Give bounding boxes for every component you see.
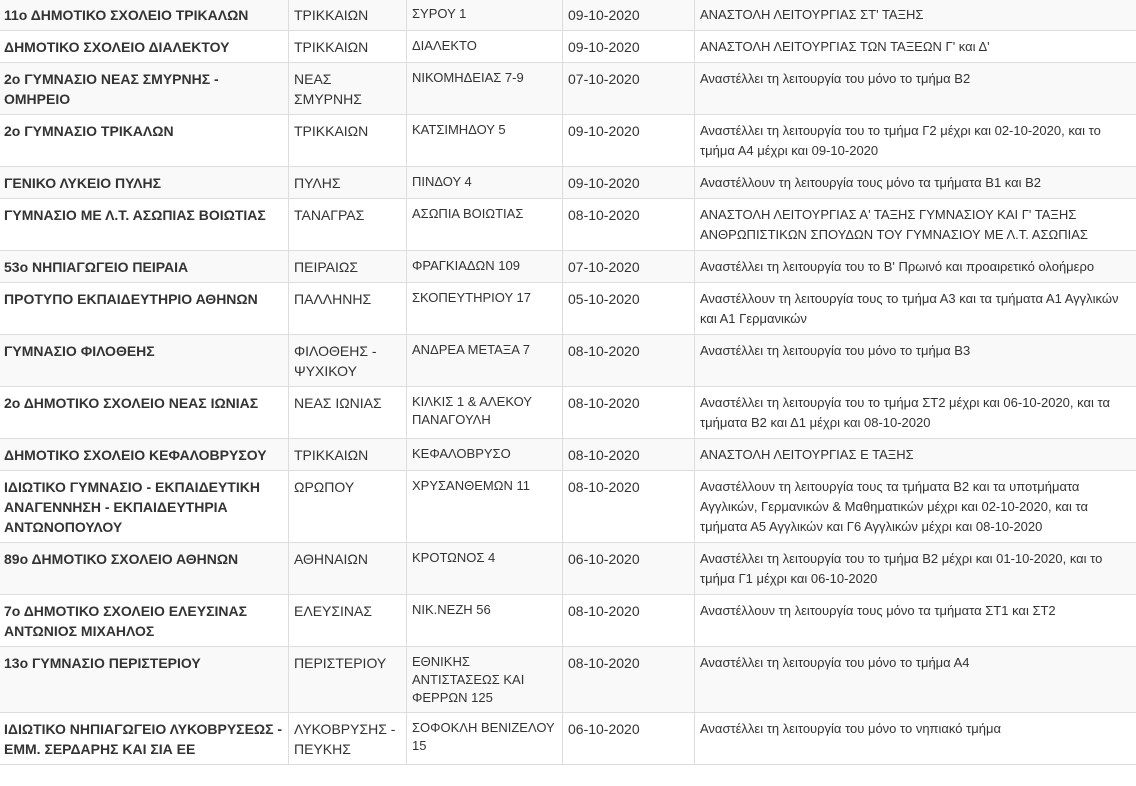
suspension-note-cell: Αναστέλλει τη λειτουργία του μόνο το τμήμα Β2 bbox=[695, 63, 1136, 115]
date-cell: 08-10-2020 bbox=[563, 335, 695, 387]
address-cell: ΑΝΔΡΕΑ ΜΕΤΑΞΑ 7 bbox=[407, 335, 563, 387]
municipality-cell: ΤΡΙΚΚΑΙΩΝ bbox=[289, 31, 407, 63]
date-cell: 06-10-2020 bbox=[563, 713, 695, 765]
school-name-cell: ΓΥΜΝΑΣΙΟ ΦΙΛΟΘΕΗΣ bbox=[0, 335, 289, 387]
suspension-note-cell: Αναστέλλει τη λειτουργία του μόνο το τμήμα Α4 bbox=[695, 647, 1136, 713]
municipality-cell: ΝΕΑΣ ΙΩΝΙΑΣ bbox=[289, 387, 407, 439]
address-cell: ΦΡΑΓΚΙΑΔΩΝ 109 bbox=[407, 251, 563, 283]
suspension-note-cell: ΑΝΑΣΤΟΛΗ ΛΕΙΤΟΥΡΓΙΑΣ Α' ΤΑΞΗΣ ΓΥΜΝΑΣΙΟΥ ΚΑΙ Γ' ΤΑΞΗΣ ΑΝΘΡΩΠΙΣΤΙΚΩΝ ΣΠΟΥΔΩΝ ΤΟΥ ΓΥΜΝΑΣΙΟΥ ΜΕ Λ.Τ. ΑΣΩΠΙΑΣ bbox=[695, 199, 1136, 251]
municipality-cell: ΠΑΛΛΗΝΗΣ bbox=[289, 283, 407, 335]
date-cell: 08-10-2020 bbox=[563, 439, 695, 471]
municipality-cell: ΤΑΝΑΓΡΑΣ bbox=[289, 199, 407, 251]
school-name-cell: ΔΗΜΟΤΙΚΟ ΣΧΟΛΕΙΟ ΔΙΑΛΕΚΤΟΥ bbox=[0, 31, 289, 63]
suspension-note-cell: Αναστέλλει τη λειτουργία του μόνο το τμήμα Β3 bbox=[695, 335, 1136, 387]
school-name-cell: 11ο ΔΗΜΟΤΙΚΟ ΣΧΟΛΕΙΟ ΤΡΙΚΑΛΩΝ bbox=[0, 0, 289, 31]
address-cell: ΝΙΚ.ΝΕΖΗ 56 bbox=[407, 595, 563, 647]
date-cell: 09-10-2020 bbox=[563, 115, 695, 167]
municipality-cell: ΤΡΙΚΚΑΙΩΝ bbox=[289, 439, 407, 471]
suspension-note-cell: ΑΝΑΣΤΟΛΗ ΛΕΙΤΟΥΡΓΙΑΣ ΤΩΝ ΤΑΞΕΩΝ Γ' και Δ' bbox=[695, 31, 1136, 63]
address-cell: ΑΣΩΠΙΑ ΒΟΙΩΤΙΑΣ bbox=[407, 199, 563, 251]
address-cell: ΧΡΥΣΑΝΘΕΜΩΝ 11 bbox=[407, 471, 563, 543]
date-cell: 08-10-2020 bbox=[563, 387, 695, 439]
table-row bbox=[0, 115, 1136, 167]
suspension-note-cell: Αναστέλλουν τη λειτουργία τους μόνο τα τμήματα Β1 και Β2 bbox=[695, 167, 1136, 199]
municipality-cell: ΠΕΙΡΑΙΩΣ bbox=[289, 251, 407, 283]
school-name-cell: 2ο ΔΗΜΟΤΙΚΟ ΣΧΟΛΕΙΟ ΝΕΑΣ ΙΩΝΙΑΣ bbox=[0, 387, 289, 439]
municipality-cell: ΩΡΩΠΟΥ bbox=[289, 471, 407, 543]
table-row bbox=[0, 0, 1136, 31]
school-name-cell: ΔΗΜΟΤΙΚΟ ΣΧΟΛΕΙΟ ΚΕΦΑΛΟΒΡΥΣΟΥ bbox=[0, 439, 289, 471]
address-cell: ΔΙΑΛΕΚΤΟ bbox=[407, 31, 563, 63]
municipality-cell: ΦΙΛΟΘΕΗΣ - ΨΥΧΙΚΟΥ bbox=[289, 335, 407, 387]
address-cell: ΣΥΡΟΥ 1 bbox=[407, 0, 563, 31]
school-name-cell: 2ο ΓΥΜΝΑΣΙΟ ΤΡΙΚΑΛΩΝ bbox=[0, 115, 289, 167]
school-name-cell: ΙΔΙΩΤΙΚΟ ΓΥΜΝΑΣΙΟ - ΕΚΠΑΙΔΕΥΤΙΚΗ ΑΝΑΓΕΝΝΗΣΗ - ΕΚΠΑΙΔΕΥΤΗΡΙΑ ΑΝΤΩΝΟΠΟΥΛΟΥ bbox=[0, 471, 289, 543]
table-row bbox=[0, 199, 1136, 251]
address-cell: ΚΕΦΑΛΟΒΡΥΣΟ bbox=[407, 439, 563, 471]
address-cell: ΣΟΦΟΚΛΗ ΒΕΝΙΖΕΛΟΥ 15 bbox=[407, 713, 563, 765]
table-row bbox=[0, 31, 1136, 63]
address-cell: ΚΡΟΤΩΝΟΣ 4 bbox=[407, 543, 563, 595]
table-row bbox=[0, 335, 1136, 387]
school-name-cell: 89ο ΔΗΜΟΤΙΚΟ ΣΧΟΛΕΙΟ ΑΘΗΝΩΝ bbox=[0, 543, 289, 595]
table-row bbox=[0, 471, 1136, 543]
address-cell: ΕΘΝΙΚΗΣ ΑΝΤΙΣΤΑΣΕΩΣ ΚΑΙ ΦΕΡΡΩΝ 125 bbox=[407, 647, 563, 713]
address-cell: ΠΙΝΔΟΥ 4 bbox=[407, 167, 563, 199]
suspension-note-cell: Αναστέλλει τη λειτουργία του το τμήμα ΣΤ2 μέχρι και 06-10-2020, και τα τμήματα Β2 και Δ1 μέχρι και 08-10-2020 bbox=[695, 387, 1136, 439]
school-name-cell: ΠΡΟΤΥΠΟ ΕΚΠΑΙΔΕΥΤΗΡΙΟ ΑΘΗΝΩΝ bbox=[0, 283, 289, 335]
table-row bbox=[0, 283, 1136, 335]
suspension-note-cell: Αναστέλλουν τη λειτουργία τους τα τμήματα Β2 και τα υποτμήματα Αγγλικών, Γερμανικών & Μαθηματικών μέχρι και 02-10-2020, και τα τμήματα Α5 Αγγλικών και Γ6 Αγγλικών μέχρι και 08-10-2020 bbox=[695, 471, 1136, 543]
municipality-cell: ΠΕΡΙΣΤΕΡΙΟΥ bbox=[289, 647, 407, 713]
table-row bbox=[0, 595, 1136, 647]
suspension-note-cell: Αναστέλλουν τη λειτουργία τους μόνο τα τμήματα ΣΤ1 και ΣΤ2 bbox=[695, 595, 1136, 647]
school-name-cell: 7ο ΔΗΜΟΤΙΚΟ ΣΧΟΛΕΙΟ ΕΛΕΥΣΙΝΑΣ ΑΝΤΩΝΙΟΣ ΜΙΧΑΗΛΟΣ bbox=[0, 595, 289, 647]
table-row bbox=[0, 713, 1136, 765]
table-row bbox=[0, 647, 1136, 713]
municipality-cell: ΕΛΕΥΣΙΝΑΣ bbox=[289, 595, 407, 647]
school-name-cell: 13ο ΓΥΜΝΑΣΙΟ ΠΕΡΙΣΤΕΡΙΟΥ bbox=[0, 647, 289, 713]
table-row bbox=[0, 167, 1136, 199]
suspension-note-cell: Αναστέλλουν τη λειτουργία τους το τμήμα Α3 και τα τμήματα Α1 Αγγλικών και Α1 Γερμανικών bbox=[695, 283, 1136, 335]
date-cell: 06-10-2020 bbox=[563, 543, 695, 595]
school-name-cell: 2ο ΓΥΜΝΑΣΙΟ ΝΕΑΣ ΣΜΥΡΝΗΣ - ΟΜΗΡΕΙΟ bbox=[0, 63, 289, 115]
date-cell: 08-10-2020 bbox=[563, 199, 695, 251]
date-cell: 08-10-2020 bbox=[563, 471, 695, 543]
table-row bbox=[0, 439, 1136, 471]
suspension-note-cell: Αναστέλλει τη λειτουργία του μόνο το νηπιακό τμήμα bbox=[695, 713, 1136, 765]
date-cell: 09-10-2020 bbox=[563, 0, 695, 31]
suspension-note-cell: Αναστέλλει τη λειτουργία του το Β' Πρωινό και προαιρετικό ολοήμερο bbox=[695, 251, 1136, 283]
suspension-note-cell: Αναστέλλει τη λειτουργία του το τμήμα Γ2 μέχρι και 02-10-2020, και το τμήμα Α4 μέχρι και 09-10-2020 bbox=[695, 115, 1136, 167]
suspension-note-cell: ΑΝΑΣΤΟΛΗ ΛΕΙΤΟΥΡΓΙΑΣ ΣΤ' ΤΑΞΗΣ bbox=[695, 0, 1136, 31]
suspension-note-cell: ΑΝΑΣΤΟΛΗ ΛΕΙΤΟΥΡΓΙΑΣ Ε ΤΑΞΗΣ bbox=[695, 439, 1136, 471]
school-name-cell: ΓΥΜΝΑΣΙΟ ΜΕ Λ.Τ. ΑΣΩΠΙΑΣ ΒΟΙΩΤΙΑΣ bbox=[0, 199, 289, 251]
date-cell: 09-10-2020 bbox=[563, 167, 695, 199]
date-cell: 07-10-2020 bbox=[563, 63, 695, 115]
address-cell: ΚΙΛΚΙΣ 1 & ΑΛΕΚΟΥ ΠΑΝΑΓΟΥΛΗ bbox=[407, 387, 563, 439]
municipality-cell: ΝΕΑΣ ΣΜΥΡΝΗΣ bbox=[289, 63, 407, 115]
municipality-cell: ΑΘΗΝΑΙΩΝ bbox=[289, 543, 407, 595]
municipality-cell: ΤΡΙΚΚΑΙΩΝ bbox=[289, 115, 407, 167]
municipality-cell: ΛΥΚΟΒΡΥΣΗΣ - ΠΕΥΚΗΣ bbox=[289, 713, 407, 765]
municipality-cell: ΠΥΛΗΣ bbox=[289, 167, 407, 199]
date-cell: 07-10-2020 bbox=[563, 251, 695, 283]
address-cell: ΣΚΟΠΕΥΤΗΡΙΟΥ 17 bbox=[407, 283, 563, 335]
address-cell: ΝΙΚΟΜΗΔΕΙΑΣ 7-9 bbox=[407, 63, 563, 115]
school-name-cell: ΙΔΙΩΤΙΚΟ ΝΗΠΙΑΓΩΓΕΙΟ ΛΥΚΟΒΡΥΣΕΩΣ - ΕΜΜ. ΣΕΡΔΑΡΗΣ ΚΑΙ ΣΙΑ ΕΕ bbox=[0, 713, 289, 765]
table-row bbox=[0, 543, 1136, 595]
date-cell: 09-10-2020 bbox=[563, 31, 695, 63]
table-row bbox=[0, 63, 1136, 115]
table-row bbox=[0, 251, 1136, 283]
school-name-cell: 53ο ΝΗΠΙΑΓΩΓΕΙΟ ΠΕΙΡΑΙΑ bbox=[0, 251, 289, 283]
table-row bbox=[0, 387, 1136, 439]
suspension-note-cell: Αναστέλλει τη λειτουργία του το τμήμα Β2 μέχρι και 01-10-2020, και το τμήμα Γ1 μέχρι και 06-10-2020 bbox=[695, 543, 1136, 595]
date-cell: 08-10-2020 bbox=[563, 647, 695, 713]
school-name-cell: ΓΕΝΙΚΟ ΛΥΚΕΙΟ ΠΥΛΗΣ bbox=[0, 167, 289, 199]
municipality-cell: ΤΡΙΚΚΑΙΩΝ bbox=[289, 0, 407, 31]
address-cell: ΚΑΤΣΙΜΗΔΟΥ 5 bbox=[407, 115, 563, 167]
date-cell: 05-10-2020 bbox=[563, 283, 695, 335]
date-cell: 08-10-2020 bbox=[563, 595, 695, 647]
